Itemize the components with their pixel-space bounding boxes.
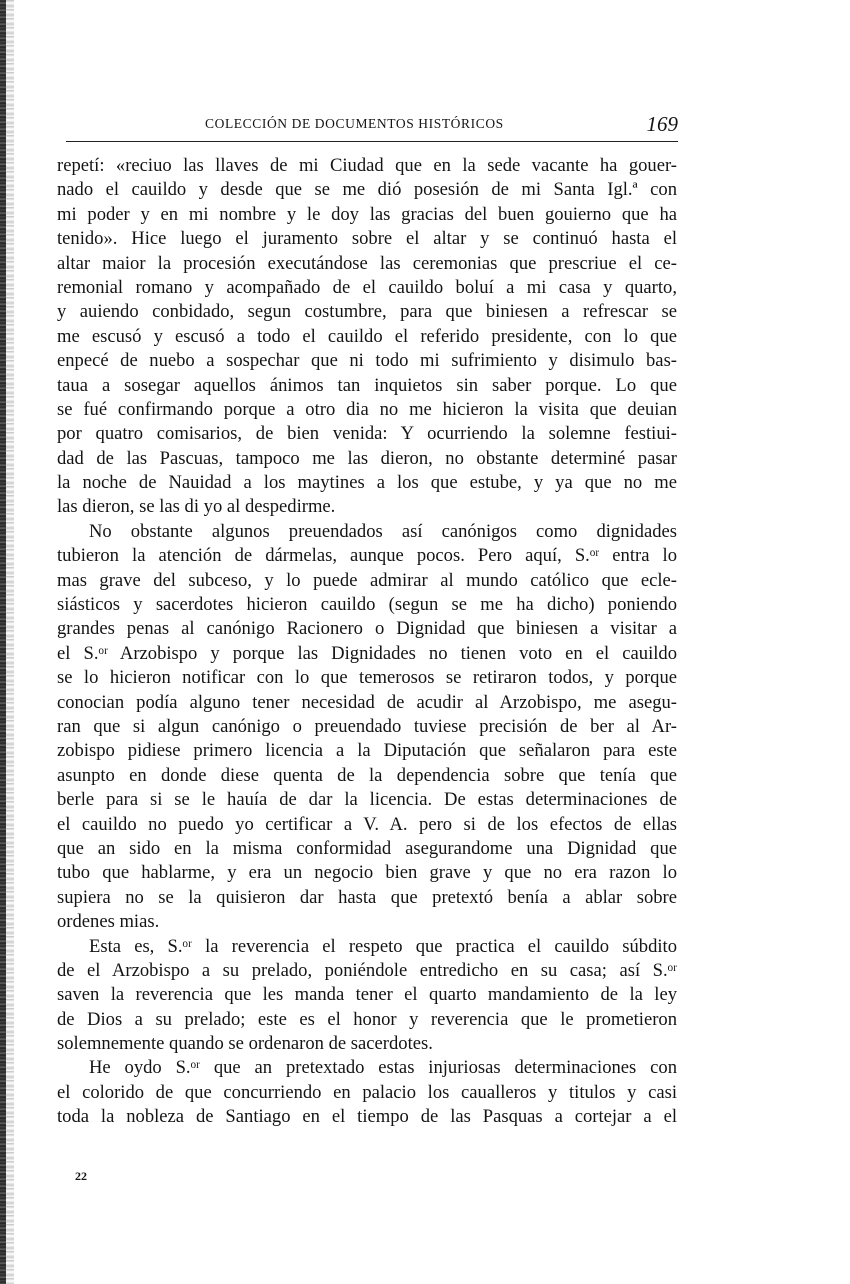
text-line: nado el cauildo y desde que se me dió posesión de mi Santa Igl.ª con [57,179,677,201]
text-line: el cauildo no puedo yo certificar a V. A. pero si de los efectos de ellas [57,813,677,835]
running-head [66,112,678,142]
text-line: enpecé de nuebo a sospechar que ni todo mi sufrimiento y disimulo bas- [57,350,677,372]
text-line: se lo hicieron notificar con lo que temerosos se retiraron todos, y porque [57,667,677,689]
text-line: berle para si se le hauía de dar la licencia. De estas determinaciones de [57,789,677,811]
body-text [57,154,677,1130]
text-line: conocian podía alguno tener necesidad de acudir al Arzobispo, me asegu- [57,691,677,713]
paragraph-end-line: ordenes mias. [57,911,160,933]
header-rule [66,141,678,142]
text-line: se fué confirmando porque a otro dia no me hicieron la visita que deuian [57,398,677,420]
text-line: mas grave del subceso, y lo puede admirar al mundo católico que ecle- [57,569,677,591]
text-line: que an sido en la misma conformidad asegurandome una Dignidad que [57,837,677,859]
text-line: de Dios a su prelado; este es el honor y reverencia que le prometieron [57,1008,677,1030]
text-line: repetí: «reciuo las llaves de mi Ciudad que en la sede vacante ha gouer- [57,155,677,176]
printer-signature-mark: 22 [75,1169,87,1183]
text-line: tenido». Hice luego el juramento sobre el altar y se continuó hasta el [57,228,677,250]
text-line: el colorido de que concurriendo en palacio los caualleros y titulos y casi [57,1081,677,1103]
text-line: toda la nobleza de Santiago en el tiempo de las Pasquas a cortejar a el [57,1106,677,1128]
paragraph-start-line: Esta es, S.ᵒʳ la reverencia el respeto que practica el cauildo súbdito [89,935,677,957]
text-line: supiera no se la quisieron dar hasta que pretextó benía a ablar sobre [57,886,677,908]
text-line: siásticos y sacerdotes hicieron cauildo (segun se me ha dicho) poniendo [57,594,677,616]
text-line: altar maior la procesión executándose las ceremonias que prescriue el ce- [57,252,677,274]
text-line: el S.ᵒʳ Arzobispo y porque las Dignidades no tienen voto en el cauildo [57,642,677,664]
text-line: grandes penas al canónigo Racionero o Dignidad que biniesen a visitar a [57,618,677,640]
paragraph-end-line: solemnemente quando se ordenaron de sacerdotes. [57,1033,433,1055]
text-line: remonial romano y acompañado de el cauildo boluí a mi casa y quarto, [57,276,677,298]
text-line: dad de las Pascuas, tampoco me las dieron, no obstante determiné pasar [57,447,677,469]
page-number: 169 [646,112,678,136]
text-line: saven la reverencia que les manda tener el quarto mandamiento de la ley [57,984,677,1006]
paragraph-start-line: He oydo S.ᵒʳ que an pretextado estas injuriosas determinaciones con [89,1057,677,1079]
text-line: taua a sosegar aquellos ánimos tan inquietos sin saber porque. Lo que [57,374,677,396]
paragraph-start-line: No obstante algunos preuendados así canónigos como dignidades [89,520,677,542]
text-line: de el Arzobispo a su prelado, poniéndole entredicho en su casa; así S.ᵒʳ [57,959,677,981]
text-line: y auiendo conbidado, segun costumbre, para que biniesen a refrescar se [57,301,677,323]
binding-shadow [6,0,14,1284]
text-line: tubo que hablarme, y era un negocio bien grave y que no era razon lo [57,862,677,884]
text-line: ran que si algun canónigo o preuendado tuviese precisión de ber al Ar- [57,715,677,737]
text-line: mi poder y en mi nombre y le doy las gracias del buen gouierno que ha [57,203,677,225]
text-line: me escusó y escusó a todo el cauildo el referido presidente, con lo que [57,325,677,347]
text-line: tubieron la atención de dármelas, aunque pocos. Pero aquí, S.ᵒʳ entra lo [57,545,677,567]
text-line: asunpto en donde diese quenta de la dependencia sobre que tenía que [57,764,677,786]
running-title: COLECCIÓN DE DOCUMENTOS HISTÓRICOS [205,116,504,131]
text-line: la noche de Nauidad a los maytines a los que estube, y ya que no me [57,472,677,494]
text-line: zobispo pidiese primero licencia a la Diputación que señalaron para este [57,740,677,762]
paragraph-end-line: las dieron, se las di yo al despedirme. [57,496,336,518]
text-line: por quatro comisarios, de bien venida: Y ocurriendo la solemne festiui- [57,423,677,445]
